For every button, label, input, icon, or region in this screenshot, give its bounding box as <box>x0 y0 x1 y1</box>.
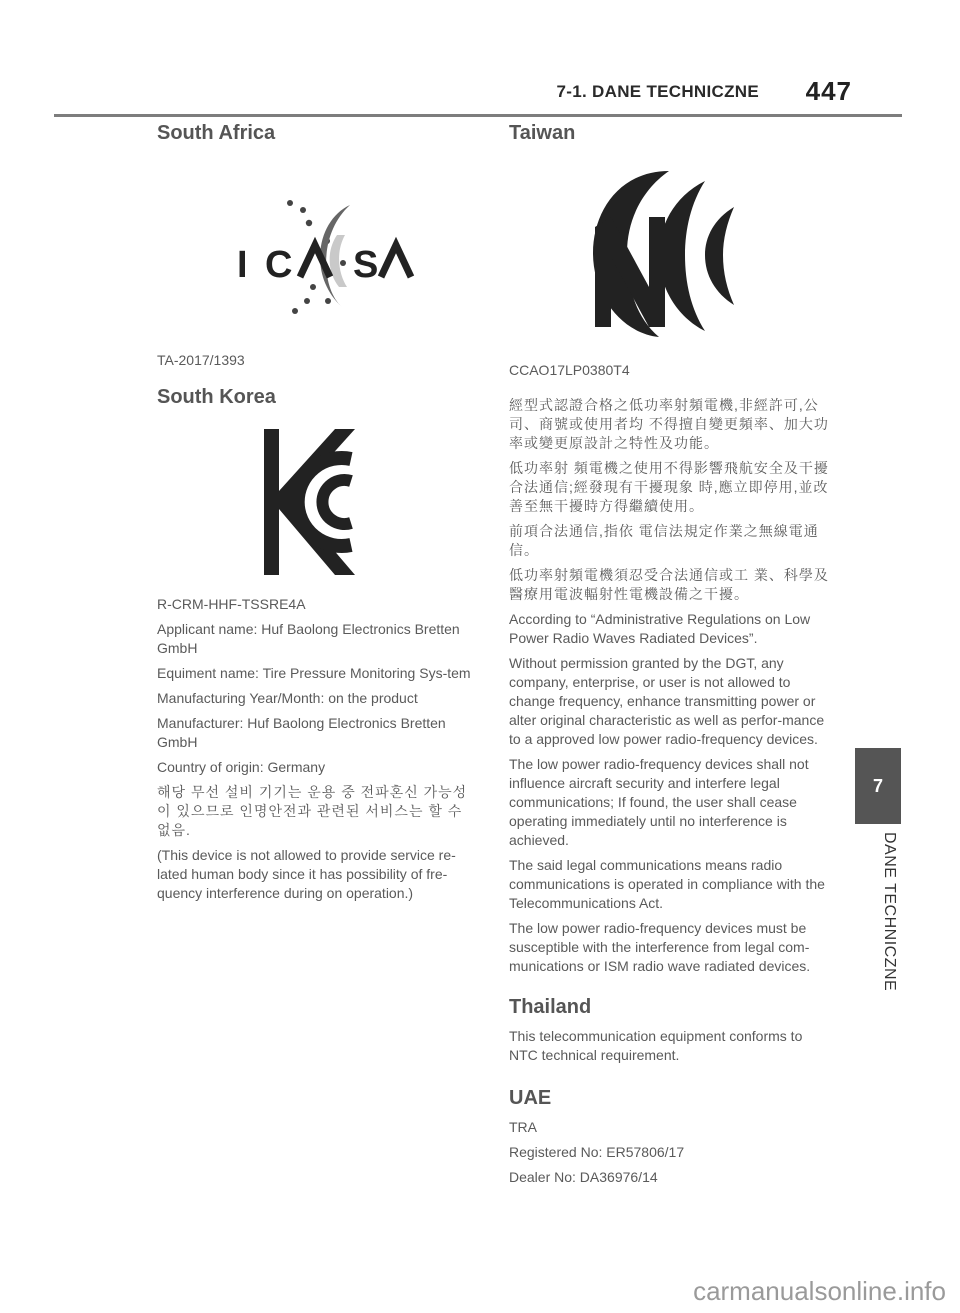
icasa-letter-lambda2 <box>381 245 411 277</box>
tw-cjk-2: 低功率射 頻電機之使用不得影響飛航安全及干擾合法通信;經發現有干擾現象 時,應立即停用,並改善至無干擾時方得繼續使用。 <box>509 460 829 514</box>
page-header <box>54 76 902 117</box>
kr-para-3: Equiment name: Tire Pressure Monitoring Sys-tem <box>157 665 471 681</box>
left-column <box>157 122 475 909</box>
page-number: 447 <box>805 76 852 106</box>
chapter-tab: 7 <box>855 748 901 824</box>
tw-para-1: According to “Administrative Regulations on Low Power Radio Waves Radiated Devices”. <box>509 611 811 646</box>
south-korea-heading: South Korea <box>157 386 276 408</box>
tw-para-5: The low power radio-frequency devices must be susceptible with the interference from legal com-munications or ISM radio wave radiated devices. <box>509 920 811 974</box>
watermark: carmanualsonline.info <box>693 1276 946 1306</box>
thailand-text: This telecommunication equipment conforms to NTC technical requirement. <box>509 1028 803 1063</box>
icasa-logo-graphic <box>157 165 475 315</box>
uae-heading: UAE <box>509 1087 552 1109</box>
kr-para-6: Country of origin: Germany <box>157 759 326 775</box>
taiwan-cjk-text <box>509 396 829 604</box>
taiwan-heading: Taiwan <box>509 122 576 144</box>
kr-para-1: R-CRM-HHF-TSSRE4A <box>157 596 306 612</box>
uae-line-1: TRA <box>509 1119 537 1135</box>
south-africa-heading: South Africa <box>157 122 276 144</box>
kr-para-7: 해당 무선 설비 기기는 운용 중 전파혼신 가능성이 있으므로 인명안전과 관련된 서비스는 할 수 없음. <box>157 784 468 838</box>
kr-para-2: Applicant name: Huf Baolong Electronics Bretten GmbH <box>157 621 460 656</box>
ncc-logo-graphic <box>509 157 829 337</box>
uae-line-2: Registered No: ER57806/17 <box>509 1144 685 1160</box>
tw-cjk-4: 低功率射頻電機須忍受合法通信或工 業、科學及醫療用電波輻射性電機設備之干擾。 <box>509 567 829 602</box>
tw-para-3: The low power radio-frequency devices shall not influence aircraft security and interfere legal communications; If found, the user shall cease operating immediately until no interference is achieved. <box>509 756 809 848</box>
ncc-logo <box>509 157 829 337</box>
section-title: 7-1. DANE TECHNICZNE <box>556 82 759 101</box>
uae-line-3: Dealer No: DA36976/14 <box>509 1169 658 1185</box>
taiwan-code: CCAO17LP0380T4 <box>509 362 630 378</box>
chapter-side-label: DANE TECHNICZNE <box>881 832 898 992</box>
thailand-heading: Thailand <box>509 996 592 1018</box>
taiwan-text <box>509 610 829 976</box>
kc-logo-graphic <box>157 421 475 581</box>
south-africa-code: TA-2017/1393 <box>157 352 245 368</box>
kc-logo <box>157 421 475 581</box>
icasa-letter-s: S <box>353 244 379 286</box>
right-column <box>509 122 829 1193</box>
kr-para-5: Manufacturer: Huf Baolong Electronics Bretten GmbH <box>157 715 446 750</box>
tw-para-2: Without permission granted by the DGT, any company, enterprise, or user is not allowed to change frequency, enhance transmitting power or alter original characteristic as well as perfor-mance to a approved low power radio-frequency devices. <box>509 655 825 747</box>
tw-cjk-3: 前項合法通信,指依 電信法規定作業之無線電通信。 <box>509 523 819 558</box>
tw-para-4: The said legal communications means radio communications is operated in compliance with the Telecommunications Act. <box>509 857 825 911</box>
kr-para-8: (This device is not allowed to provide service re-lated human body since it has possibility of fre-quency interference during on operation.) <box>157 847 456 901</box>
kr-para-4: Manufacturing Year/Month: on the product <box>157 690 418 706</box>
icasa-letter-i: I <box>237 244 248 286</box>
south-korea-text <box>157 595 475 903</box>
icasa-letter-c: C <box>265 244 293 286</box>
icasa-logo <box>157 165 475 315</box>
tw-cjk-1: 經型式認證合格之低功率射頻電機,非經許可,公司、商號或使用者均 不得擅自變更頻率、加大功率或變更原設計之特性及功能。 <box>509 397 829 451</box>
